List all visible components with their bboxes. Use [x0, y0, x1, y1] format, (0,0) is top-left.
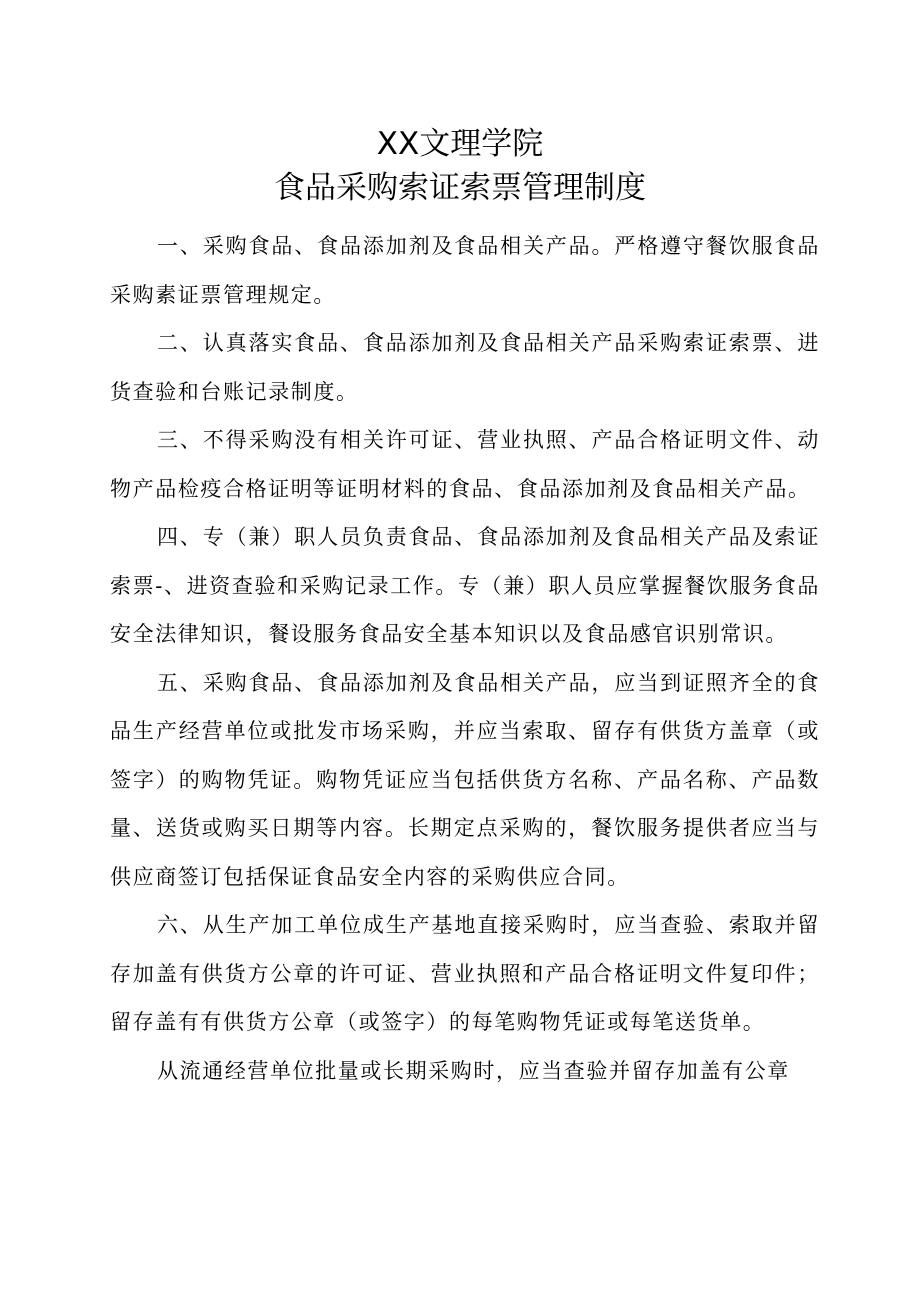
paragraph-6: 六、从生产加工单位成生产基地直接采购时，应当查验、索取并留存加盖有供货方公章的许可证、营业执照和产品合格证明文件复印件；留存盖有有供货方公章（或签字）的每笔购物凭证或每笔送货单。: [110, 913, 820, 1034]
document-title: 食品采购索证索票管理制度: [274, 170, 646, 206]
title-block: [0, 122, 920, 210]
document-body: [110, 222, 820, 1095]
paragraph-5: 五、采购食品、食品添加剂及食品相关产品，应当到证照齐全的食品生产经营单位或批发市场采购，并应当索取、留存有供货方盖章（或签字）的购物凭证。购物凭证应当包括供货方名称、产品名称、产品数量、送货或购买日期等内容。长期定点采购的，餐饮服务提供者应当与供应商签订包括保证食品安全内容的采购供应合同。: [110, 670, 820, 889]
paragraph-3: 三、不得采购没有相关许可证、营业执照、产品合格证明文件、动物产品检疫合格证明等证明材料的食品、食品添加剂及食品相关产品。: [110, 428, 820, 501]
school-name-title: XX文理学院: [376, 126, 544, 162]
paragraph-2: 二、认真落实食品、食品添加剂及食品相关产品采购索证索票、进货查验和台账记录制度。: [110, 331, 820, 404]
paragraph-4: 四、专（兼）职人员负责食品、食品添加剂及食品相关产品及索证索票-、进资查验和采购记录工作。专（兼）职人员应掌握餐饮服务食品安全法律知识，餐设服务食品安全基本知识以及食品感官识别常识。: [110, 525, 820, 646]
paragraph-1: 一、采购食品、食品添加剂及食品相关产品。严格遵守餐饮服食品采购素证票管理规定。: [110, 234, 820, 307]
paragraph-7: 从流通经营单位批量或长期采购时，应当查验并留存加盖有公章: [157, 1058, 790, 1083]
